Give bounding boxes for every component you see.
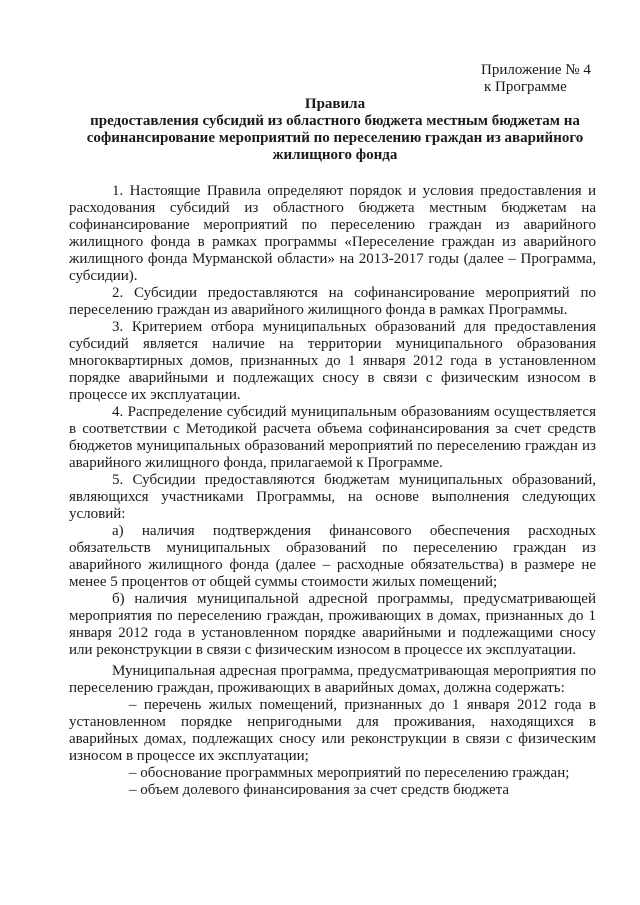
paragraph-5: 5. Субсидии предоставляются бюджетам муниципальных образований, являющихся участниками Программы, на основе выполнения следующих условий: [69,472,596,522]
paragraph-1: 1. Настоящие Правила определяют порядок и условия предоставления и расходования субсидий из областного бюджета местным бюджетам на софинансирование мероприятий по переселению граждан из аварийного жилищного фонда в рамках программы «Переселение граждан из аварийного жилищного фонда Мурманской области» на 2013-2017 годы (далее – Программа, субсидии). [69,183,596,284]
appendix-line-program: к Программе [484,79,567,95]
paragraph-2: 2. Субсидии предоставляются на софинансирование мероприятий по переселению граждан из аварийного жилищного фонда в рамках Программы. [69,285,596,318]
list-item-3: – объем долевого финансирования за счет средств бюджета [129,782,510,798]
title-line-3: софинансирование мероприятий по переселению граждан из аварийного [86,130,584,146]
appendix-reference [481,62,591,96]
paragraph-5b: б) наличия муниципальной адресной программы, предусматривающей мероприятия по переселению граждан, проживающих в домах, признанных до 1 января 2012 года в установленном порядке аварийными и подлежащими сносу или реконструкции в связи с физическим износом в процессе их эксплуатации. [69,591,596,658]
title-line-2: предоставления субсидий из областного бюджета местным бюджетам на [90,113,580,129]
paragraph-6: Муниципальная адресная программа, предусматривающая мероприятия по переселению граждан, проживающих в аварийных домах, должна содержать: [69,663,596,696]
paragraph-3: 3. Критерием отбора муниципальных образований для предоставления субсидий является наличие на территории муниципального образования многоквартирных домов, признанных до 1 января 2012 года в установленном порядке аварийными и подлежащих сносу в связи с физическим износом в процессе их эксплуатации. [69,319,596,403]
title-line-4: жилищного фонда [272,147,398,163]
paragraph-5a: а) наличия подтверждения финансового обеспечения расходных обязательств муниципальных образований по переселению граждан из аварийного жилищного фонда (далее – расходные обязательства) в размере не менее 5 процентов от общей суммы стоимости жилых помещений; [69,523,596,590]
list-item-2: – обоснование программных мероприятий по переселению граждан; [129,765,570,781]
document-body [69,183,596,799]
paragraph-4: 4. Распределение субсидий муниципальным образованиям осуществляется в соответствии с Методикой расчета объема софинансирования за счет средств бюджетов муниципальных образований мероприятий по переселению граждан из аварийного жилищного фонда, прилагаемой к Программе. [69,404,596,471]
document-title [70,96,600,164]
appendix-line-number: Приложение № 4 [481,62,591,78]
title-heading: Правила [304,96,366,112]
list-item-1: – перечень жилых помещений, признанных до 1 января 2012 года в установленном порядке непригодными для проживания, находящихся в аварийных домах, подлежащих сносу или реконструкции в связи с физическим износом в процессе их эксплуатации; [69,697,596,764]
